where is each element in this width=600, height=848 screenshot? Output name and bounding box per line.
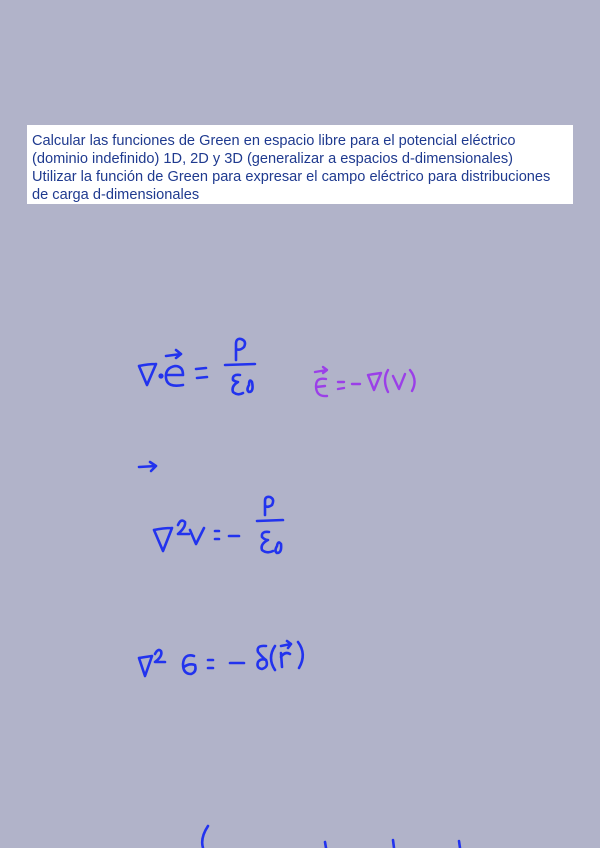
equals-sign <box>196 368 207 378</box>
equals-sign-purple <box>338 382 344 389</box>
nabla-symbol-2 <box>154 528 172 551</box>
letter-v-purple <box>393 374 405 389</box>
vector-arrow-3 <box>281 641 291 648</box>
arrow-mark <box>139 462 156 471</box>
dot-operator <box>160 375 163 378</box>
delta-symbol <box>258 646 267 669</box>
equals-sign-3 <box>208 660 213 668</box>
problem-line-3: Utilizar la función de Green para expresar el campo eléctrico para distribuciones <box>32 169 551 185</box>
problem-line-2: (dominio indefinido) 1D, 2D y 3D (generalizar a espacios d-dimensionales) <box>32 151 514 167</box>
cutoff-handwriting <box>202 826 460 848</box>
fraction-bar <box>225 364 255 365</box>
gauss-law-equation <box>139 339 255 394</box>
cutoff-stroke-1 <box>325 842 326 848</box>
parenthesis-open-3 <box>271 646 275 670</box>
problem-line-1: Calcular las funciones de Green en espacio libre para el potencial eléctrico <box>32 133 516 149</box>
letter-g <box>183 655 196 674</box>
parenthesis-open-purple <box>385 370 388 392</box>
cutoff-stroke-3 <box>459 841 460 848</box>
epsilon-zero-2 <box>262 532 282 553</box>
letter-v <box>190 528 204 544</box>
vector-arrow-purple <box>315 367 327 373</box>
green-function-equation <box>139 641 303 676</box>
letter-r <box>281 653 290 667</box>
nabla-symbol-3 <box>139 656 152 676</box>
field-potential-equation <box>315 367 415 396</box>
rho-symbol-2 <box>265 497 273 515</box>
nabla-purple <box>368 373 381 390</box>
equals-sign-2 <box>215 531 219 539</box>
poisson-equation <box>154 497 283 553</box>
cutoff-bracket <box>202 826 208 848</box>
parenthesis-close-purple <box>410 370 415 391</box>
cutoff-stroke-2 <box>393 840 394 848</box>
parenthesis-close-3 <box>298 642 303 668</box>
letter-e-purple <box>316 379 327 396</box>
rho-symbol <box>236 339 245 360</box>
fraction-bar-2 <box>257 520 283 521</box>
nabla-symbol <box>139 364 156 385</box>
superscript-two-3 <box>155 650 165 662</box>
problem-line-4: de carga d-dimensionales <box>32 187 200 203</box>
epsilon-zero <box>233 375 253 394</box>
vector-arrow <box>166 350 181 358</box>
letter-e <box>166 366 183 386</box>
superscript-two <box>178 521 189 534</box>
